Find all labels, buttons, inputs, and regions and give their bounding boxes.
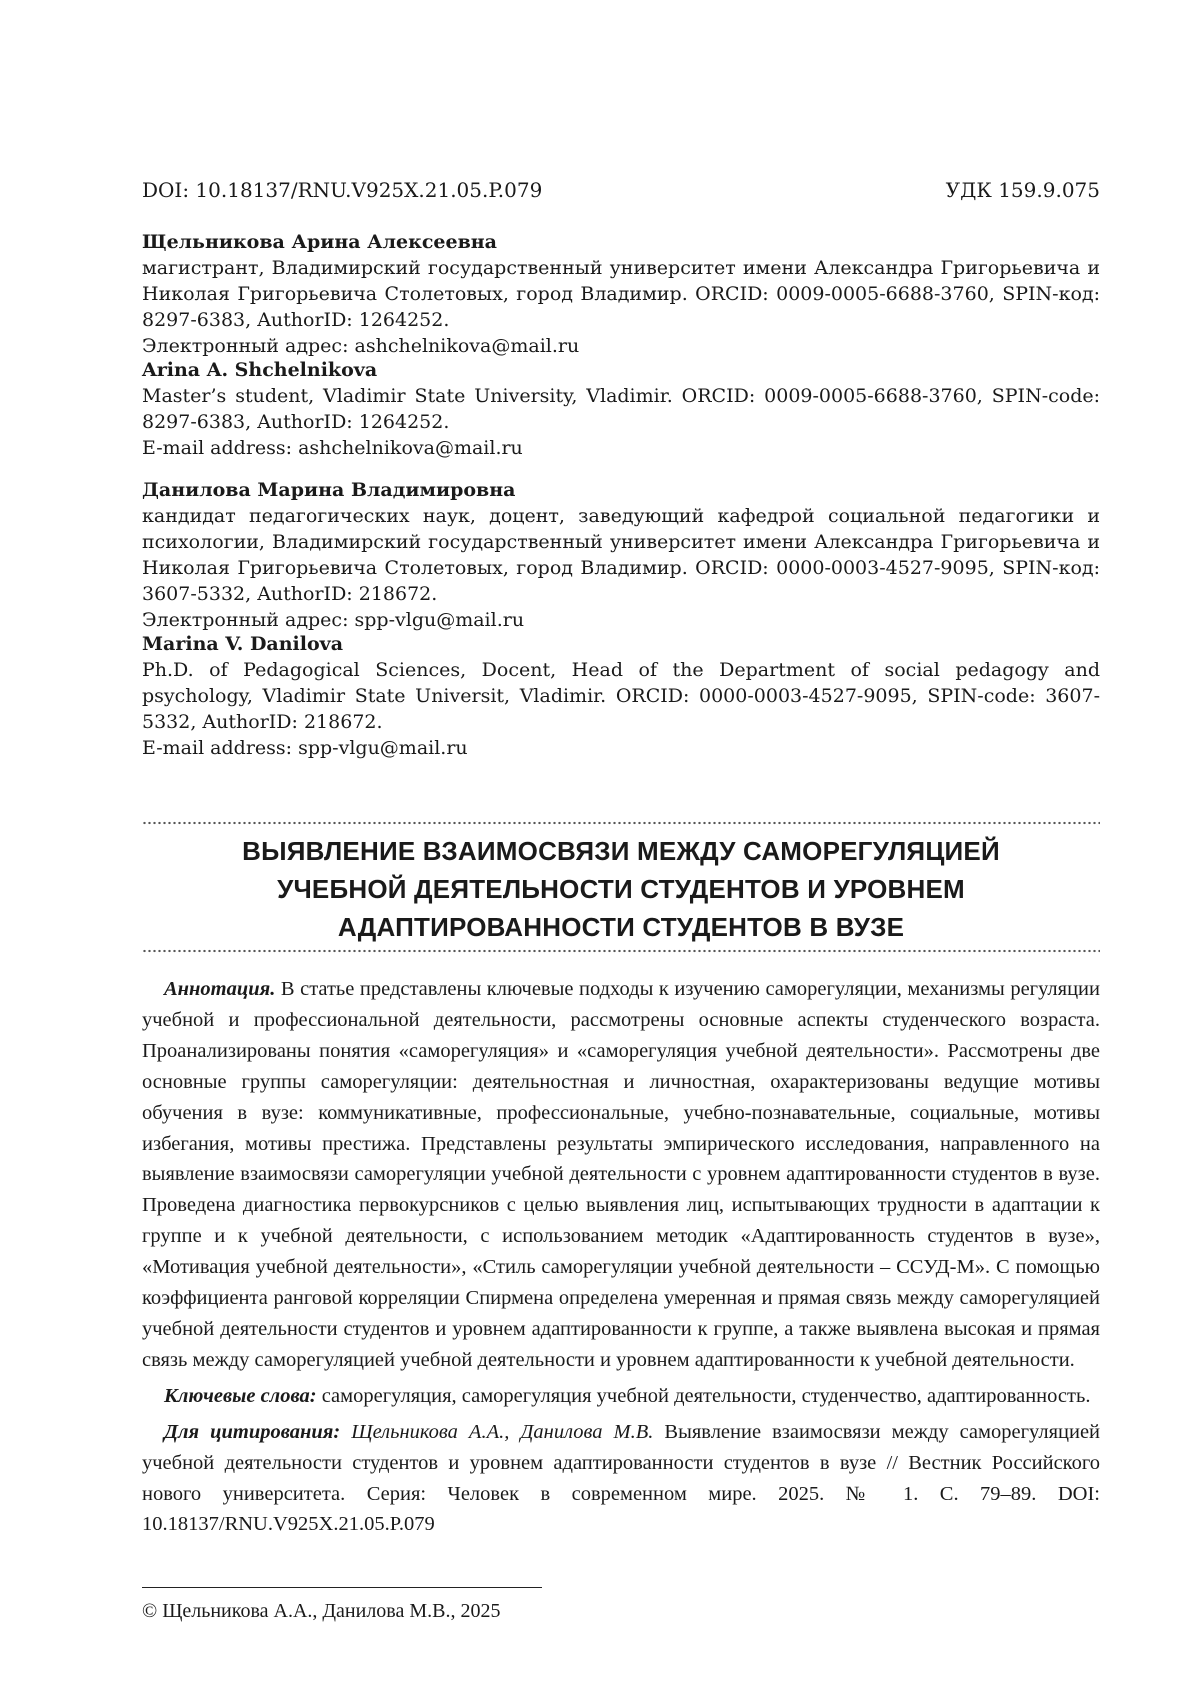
author-block-ru-2 (142, 477, 1100, 633)
header-meta (142, 175, 1100, 205)
keywords-label: Ключевые слова: (164, 1384, 317, 1407)
author-block-en-2 (142, 631, 1100, 761)
author-name: Данилова Марина Владимировна (142, 479, 516, 501)
author-email: Электронный адрес: spp-vlgu@mail.ru (142, 609, 525, 631)
author-affiliation: Master’s student, Vladimir State University, Vladimir. ORCID: 0009-0005-6688-3760, SPIN-code: 8297-6383, AuthorID: 1264252. (142, 385, 1100, 433)
title-divider-bottom (142, 948, 1100, 954)
citation-label: Для цитирования: (164, 1420, 341, 1443)
title-line: АДАПТИРОВАННОСТИ СТУДЕНТОВ В ВУЗЕ (337, 912, 905, 942)
author-block-en-1 (142, 357, 1100, 461)
author-email: E-mail address: ashchelnikova@mail.ru (142, 437, 523, 459)
citation-text: Выявление взаимосвязи между саморегуляцией учебной деятельности студентов и уровнем адаптированности студентов в вузе // Вестник Российского нового университета. Серия: Человек в современном мире. 2025. № 1. С. 79–89. DOI: 10.18137/RNU.V925X.21.05.P.079 (142, 1420, 1101, 1536)
author-name: Arina A. Shchelnikova (142, 359, 378, 381)
title-line: УЧЕБНОЙ ДЕЯТЕЛЬНОСТИ СТУДЕНТОВ И УРОВНЕМ (277, 874, 965, 904)
abstract-text: В статье представлены ключевые подходы к изучению саморегуляции, механизмы регуляции учебной и профессиональной деятельности, рассмотрены основные аспекты студенческого возраста. Проанализированы понятия «саморегуляция» и «саморегуляция учебной деятельности». Рассмотрены две основные группы саморегуляции: деятельностная и личностная, охарактеризованы ведущие мотивы обучения в вузе: коммуникативные, профессиональные, учебно-познавательные, социальные, мотивы избегания, мотивы престижа. Представлены результаты эмпирического исследования, направленного на выявление взаимосвязи саморегуляции учебной деятельности с уровнем адаптированности студентов в вузе. Проведена диагностика первокурсников с целью выявления лиц, испытывающих трудности в адаптации к группе и к учебной деятельности, с использованием методик «Адаптированность студентов в вузе», «Мотивация учебной деятельности», «Стиль саморегуляции учебной деятельности – ССУД-М». С помощью коэффициента ранговой корреляции Спирмена определена умеренная и прямая связь между саморегуляцией учебной деятельности студентов и уровнем адаптированности к группе, а также выявлена высокая и прямая связь между саморегуляцией учебной деятельности и уровнем адаптированности к учебной деятельности. (142, 978, 1101, 1371)
abstract-label: Аннотация. (164, 978, 276, 1000)
author-affiliation: магистрант, Владимирский государственный университет имени Александра Григорьевича и Николая Григорьевича Столетовых, город Владимир. ORCID: 0009-0005-6688-3760, SPIN-код: 8297-6383, AuthorID: 1264252. (142, 257, 1100, 331)
title-divider-top (142, 820, 1100, 826)
author-email: E-mail address: spp-vlgu@mail.ru (142, 737, 468, 759)
citation-paragraph (142, 1417, 1100, 1541)
abstract-section (142, 974, 1100, 1540)
keywords-text: саморегуляция, саморегуляция учебной деятельности, студенчество, адаптированность. (321, 1384, 1091, 1407)
author-block-ru-1 (142, 229, 1100, 359)
article-title (142, 832, 1100, 946)
keywords-paragraph (142, 1381, 1100, 1412)
author-name: Щельникова Арина Алексеевна (142, 231, 497, 253)
author-email: Электронный адрес: ashchelnikova@mail.ru (142, 335, 580, 357)
author-affiliation: кандидат педагогических наук, доцент, заведующий кафедрой социальной педагогики и психологии, Владимирский государственный университет имени Александра Григорьевича и Николая Григорьевича Столетовых, город Владимир. ORCID: 0000-0003-4527-9095, SPIN-код: 3607-5332, AuthorID: 218672. (142, 505, 1100, 605)
footnote-divider (142, 1587, 542, 1588)
udk-label: УДК 159.9.075 (945, 178, 1100, 202)
author-name: Marina V. Danilova (142, 633, 344, 655)
abstract-paragraph (142, 974, 1100, 1376)
citation-authors: Щельникова А.А., Данилова М.В. (351, 1420, 654, 1443)
title-line: ВЫЯВЛЕНИЕ ВЗАИМОСВЯЗИ МЕЖДУ САМОРЕГУЛЯЦИЕЙ (242, 836, 1000, 866)
author-affiliation: Ph.D. of Pedagogical Sciences, Docent, Head of the Department of social pedagogy and psychology, Vladimir State Universit, Vladimir. ORCID: 0000-0003-4527-9095, SPIN-code: 3607-5332, AuthorID: 218672. (142, 659, 1100, 733)
doi-label: DOI: 10.18137/RNU.V925X.21.05.P.079 (142, 178, 543, 202)
copyright-notice: © Щельникова А.А., Данилова М.В., 2025 (142, 1600, 501, 1622)
